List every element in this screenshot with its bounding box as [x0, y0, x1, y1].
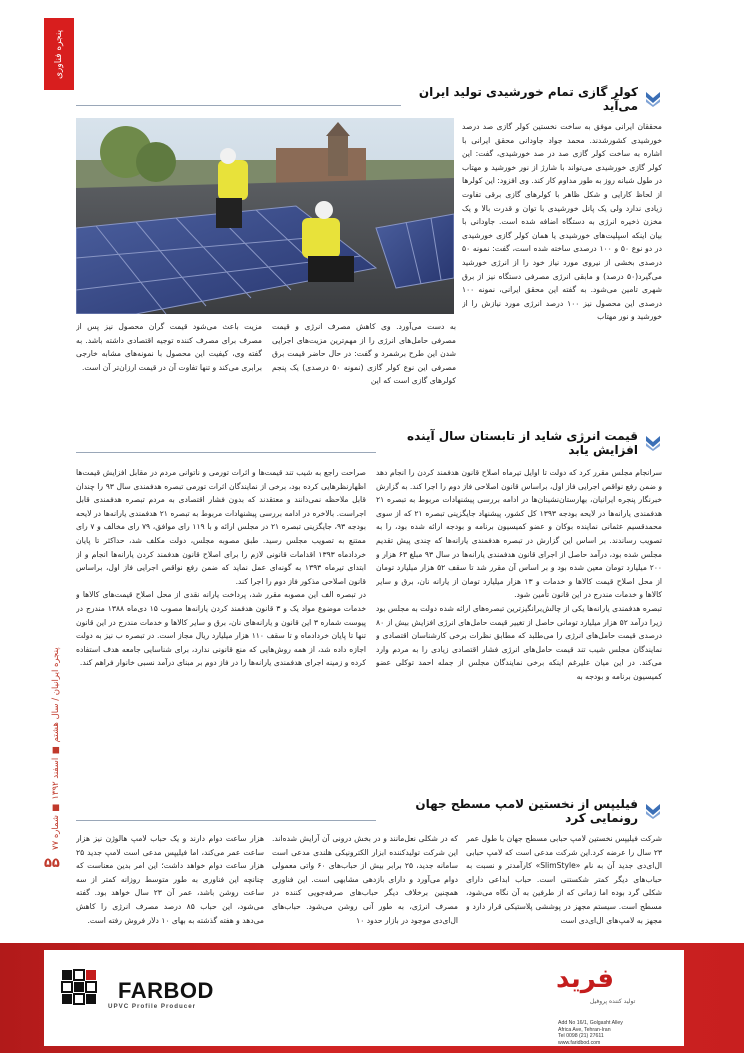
brand-name-en: FARBOD: [118, 978, 214, 1003]
paragraph: شرکت فیلیپس نخستین لامپ حبابی مسطح جهان با طول عمر ۲۳ سال را عرضه کرد.این شرکت مدعی است که لامپ حبابی ال‌ای‌دی جدید آن به نام «SlimStyle» کارآمدتر و نسبت به حباب‌های دیگر کمتر شکستنی است. حباب ابداعی دارای شکلی گرد بوده اما زمانی که از طرفین به آن نگاه می‌شود، مسطح است. سیستم مجهز در پوششی پلاستیکی قرار دارد و مجهز به لامپ‌های ال‌ای‌دی است: [466, 834, 662, 925]
contact-address: [558, 1020, 623, 1046]
address-line: Africa Ave, Tehran-Iran: [558, 1026, 611, 1033]
article-title: کولر گازی تمام خورشیدی تولید ایران می‌آید: [418, 85, 638, 113]
brand-tagline-fa: تولید کننده پروفیل: [590, 998, 636, 1005]
issue-info: پنجره ایرانیان / سال هشتم ■ اسفند ۱۳۹۲ ■ شماره ۷۷: [51, 647, 61, 850]
article-1-left-column: [76, 320, 262, 386]
phone-line: Tel 0098 (21) 27611: [558, 1033, 604, 1040]
paragraph: به دست می‌آورد. وی کاهش مصرف انرژی و قیمت مصرفی حامل‌های انرژی را از مهم‌ترین مزیت‌های اجرایی شدن این طرح برشمرد و گفت: در حال حاضر قیمت برق مصرفی این نوع کولر گازی (نمونه ۵۰ درصدی) یک پنجم کولرهای گازی است که این: [272, 322, 456, 386]
article-2-right-column: [376, 466, 662, 754]
article-title: فیلیپس از نخستین لامپ مسطح جهان رونمایی کرد: [415, 797, 638, 825]
section-tab-label: پنجره فناوری: [54, 29, 64, 79]
headline-rule: [76, 452, 376, 453]
article-3-column-2: [272, 832, 458, 932]
article-2-left-column: [76, 466, 366, 754]
paragraph: تبصره هدفمندی یارانه‌ها یکی از چالش‌برانگیزترین تبصره‌های ارائه شده دولت به مجلس بود زیرا درآمد ۵۲ هزار میلیارد تومانی حاصل از تغییر قیمت حامل‌های انرژی افزایش بیش از ۸۰ درصدی قیمت حامل‌های انرژی را می‌طلبد که مطابق نظرات برخی کارشناسان اقتصادی و نمایندگان مجلس شیب تند قیمت حامل‌های انرژی فشار اقتصادی زیادی را به مردم وارد می‌کند. در این میان علیرغم اینکه برخی نمایندگان مجلس از جمله احمد توکلی عضو کمیسیون برنامه و بودجه به: [376, 603, 662, 681]
solar-panels-photo: [76, 118, 454, 314]
paragraph: هزار ساعت دوام دارند و یک حباب لامپ هالوژن نیز هزار ساعت عمر می‌کند، اما فیلیپس مدعی است لامپ جدید ۲۵ هزار ساعت دوام خواهد داشت؛ این امر بدین معناست که چنانچه این فناوری به طور متوسط روزانه کمتر از سه ساعت روشن باشد، عمر آن ۲۳ سال خواهد بود. گفته می‌شود، این حباب ۸۵ درصد مصرف انرژی را کاهش می‌دهد و هفته گذشته به بهای ۱۰ دلار فروش رفته است.: [76, 834, 264, 925]
paragraph: در تبصره الف این مصوبه مقرر شد، پرداخت یارانه نقدی از محل اصلاح قیمت‌های کالاها و خدمات موضوع مواد یک و ۳ قانون هدفمند کردن یارانه‌ها مصوب ۱۵ دی‌ماه ۱۳۸۸ مندرج در پیوست شماره ۳ این قانون و یارانه‌های نان، برق و سایر کالاها و خدمات مندرج در این قانون تنها تا پایان خردادماه و تا سقف ۱۱۰ هزار میلیارد ریال مجاز است. در تبصره ب نیز به دولت اجازه داده شد، از همه روش‌هایی که منع قانونی ندارد، برای شناسایی جامعه هدف استفاده کرده و زمینه اجرای هدفمندی یارانه‌ها را در فاز دوم بر مبنای درآمد نسبی خانوار فراهم کند.: [76, 590, 366, 668]
paragraph: سرانجام مجلس مقرر کرد که دولت تا اوایل تیرماه اصلاح قانون هدفمند کردن را انجام دهد و ضمن رفع نواقص اجرایی فاز اول، براساس قانون اصلاحی فاز دوم را اجرا کند. به گزارش خبرنگار پنجره ایرانیان، بهارستان‌نشینان‌ها در ادامه بررسی پیشنهادات مربوط به تبصره ۲۱ هدفمندی یارانه‌ها در لایحه بودجه ۱۳۹۳ کل کشور، پیشنهاد جایگزینی تبصره ۲۱ که از سوی محمدقسیم عثمانی نماینده بوکان و عضو کمیسیون برنامه و بودجه ارائه شده بود، را به تصویب رساندند. بر اساس این گزارش در تبصره هدفمندی یارانه‌ها که چندی پیش تقدیم مجلس شده بود، درآمد حاصل از اجرای قانون هدفمندی یارانه‌ها در سال ۹۳ مبلغ ۶۳ هزار و ۲۰۰ میلیارد تومان معین شده بود و بر اساس آن مقرر شد تا سقف ۵۲ هزار میلیارد تومان از محل اصلاح قیمت کالاها و خدمات و ۱۳ هزار میلیارد تومان از یارانه نان، برق و سایر کالاها و خدمات مندرج در این قانون تأمین شود.: [376, 468, 662, 600]
paragraph: محققان ایرانی موفق به ساخت نخستین کولر گازی صد درصد خورشیدی کشورشدند. محمد جواد جاودانی محقق ایرانی با اشاره به ساخت کولر گازی صد در صد خورشیدی، گفت: این کولر گازی خورشیدی می‌تواند با شارژ از نور خورشید و مهتاب در طول شبانه روز به طور مداوم کار کند. وی افزود: این کولرها از لحاظ کارایی و شکل ظاهر با کولرهای گازی برقی تفاوت زیادی ندارد ولی یک پانل خورشیدی با توان و قدرت بالا و یک مخزن ذخیره انرژی به دستگاه اضافه شده است. جاودانی با بیان اینکه اسپلیت‌های خورشیدی یا همان کولر گازی خورشیدی در دو نوع ۵۰ و ۱۰۰ درصدی ساخته شده است، گفت: نمونه ۵۰ درصدی بخشی از نیروی مورد نیاز خود را از انرژی خورشید می‌گیرد(۵۰ درصد) و مابقی انرژی مصرفی دستگاه نیز از برق شهری تامین می‌شود. به گفته این محقق ایرانی، نمونه ۱۰۰ درصدی این محصول نیز ۱۰۰ درصد انرژی مورد نیازش را از خورشید و نور مهتاب: [462, 122, 662, 322]
article-1-mid-column: [272, 320, 456, 386]
brand-name-fa: فرید: [556, 964, 614, 994]
paragraph: مزیت باعث می‌شود قیمت گران محصول نیز پس از مصرف برای مصرف کننده توجیه اقتصادی داشته باشد. به گفته وی، کیفیت این محصول با نمونه‌های مشابه خارجی برابری می‌کند و تنها تفاوت آن در قیمت ارزان‌تر آن است.: [76, 322, 262, 372]
chevron-bullet-icon: [644, 434, 662, 452]
article-3-column-1: [466, 832, 662, 932]
article-title: قیمت انرژی شاید از تابستان سال آینده افزایش یابد: [407, 429, 638, 457]
paragraph: که در شکلی نعل‌مانند و در بخش درونی آن آرایش شده‌اند. این شرکت تولیدکننده ابزار الکترونیکی هلندی مدعی است سامانه جدید، ۲۵ برابر بیش از حباب‌های ۶۰ واتی معمولی دوام می‌آورد و دارای بازدهی مشابهی است. این فناوری همچنین برخلاف دیگر حباب‌های صرفه‌جویی کننده در مصرف انرژی، به طور آنی روشن می‌شود. حباب‌های ال‌ای‌دی موجود در بازار حدود ۱۰: [272, 834, 458, 925]
paragraph: صراحت راجع به شیب تند قیمت‌ها و اثرات تورمی و ناتوانی مردم در مقابل افزایش قیمت‌ها اظهارنظرهایی کرده بود، برخی از نمایندگان اثرات تورمی تبصره هدفمندی سال ۹۳ را چندان قابل ملاحظه نمی‌دانند و معتقدند که بدون فشار اقتصادی به مردم تبصره هدفمندی قابل اجراست. بالاخره در ادامه بررسی پیشنهادات مربوط به تبصره ۲۱ هدفمندی یارانه‌ها در لایحه بودجه ۹۳، جایگزینی تبصره ۲۱ در مجلس ارائه و با ۱۱۹ رای موافق، ۷۹ رای مخالف و ۷ رای ممتنع به تصویب مجلس رسید. طبق مصوبه مجلس، دولت مکلف شد، حداکثر تا پایان خردادماه ۱۳۹۳ اقدامات قانونی لازم را برای اصلاح قانون هدفمند کردن یارانه‌ها انجام و از ابتدای تیرماه ۱۳۹۳ به گونه‌ای عمل نماید که ضمن رفع نواقص اجرایی فاز اول، براساس قانون اصلاحی مذکور فاز دوم را اجرا کند.: [76, 468, 366, 586]
headline-rule: [76, 820, 376, 821]
chevron-bullet-icon: [644, 90, 662, 108]
headline-rule: [76, 105, 401, 106]
brand-tagline-en: UPVC Profile Producer: [108, 1003, 197, 1010]
page-number: ۵۵: [44, 856, 60, 871]
article-1-right-column: [462, 120, 662, 386]
chevron-bullet-icon: [644, 802, 662, 820]
article-header: [372, 797, 662, 825]
address-line: Add No 16/1, Golgasht Alley: [558, 1020, 623, 1026]
website-line: www.faridbod.com: [558, 1039, 601, 1046]
article-3-column-3: [76, 832, 264, 932]
article-header: [370, 429, 662, 457]
article-header: [400, 85, 662, 113]
